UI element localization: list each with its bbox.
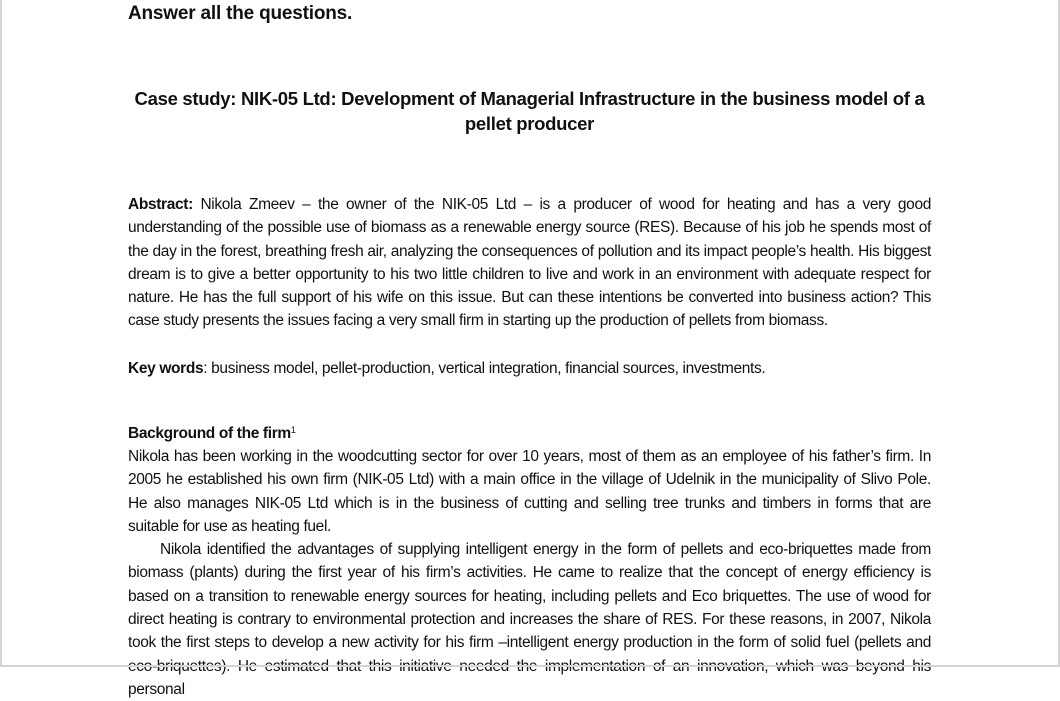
abstract-paragraph bbox=[128, 193, 931, 333]
footnote-marker[interactable]: 1 bbox=[290, 425, 296, 435]
keywords-paragraph bbox=[128, 357, 931, 380]
background-heading bbox=[128, 422, 295, 445]
page-left-edge bbox=[0, 0, 2, 667]
case-study-title: Case study: NIK-05 Ltd: Development of Managerial Infrastructure in the business model of a pellet producer bbox=[134, 88, 925, 134]
background-heading-text: Background of the firm bbox=[128, 425, 291, 442]
background-paragraph-2: Nikola identified the advantages of supplying intelligent energy in the form of pellets and eco-briquettes made from biomass (plants) during the first year of his firm’s activities. He came to realize that the concept of energy efficiency is based on a transition to renewable energy sources for heating, including pellets and Eco briquettes. The use of wood for direct heating is contrary to environmental protection and increases the share of RES. For these reasons, in 2007, Nikola took the first steps to develop a new activity for his firm –intelligent energy production in the form of solid fuel (pellets and personal bbox=[128, 541, 931, 698]
keywords-label: Key words bbox=[128, 360, 204, 377]
keywords-text: : business model, pellet-production, vertical integration, financial sources, investments. bbox=[203, 360, 766, 377]
instruction-heading: Answer all the questions. bbox=[128, 3, 353, 24]
background-body bbox=[128, 445, 931, 701]
abstract-label: Abstract: bbox=[128, 196, 193, 213]
background-paragraph-1: Nikola has been working in the woodcutting sector for over 10 years, most of them as an employee of his father’s firm. In 2005 he established his own firm (NIK-05 Ltd) with a main office in the village of Udelnik in the municipality of Slivo Pole. He also manages NIK-05 Ltd which is in the business of cutting and selling tree trunks and timbers in forms that are suitable for use as heating fuel. bbox=[128, 448, 931, 535]
abstract-text: Nikola Zmeev – the owner of the NIK-05 Ltd – is a producer of wood for heating and has a very good understanding of the possible use of biomass as a renewable energy source (RES). Because of his job he spends most of the day in the forest, breathing fresh air, analyzing the consequences of pollution and its impact people’s health. His biggest dream is to give a better opportunity to his two little children to live and work in an environment with adequate respect for nature. He has the full support of his wife on this issue. But can these intentions be converted into business action? This case study presents the issues facing a very small firm in starting up the production of pellets from biomass. bbox=[128, 196, 931, 330]
